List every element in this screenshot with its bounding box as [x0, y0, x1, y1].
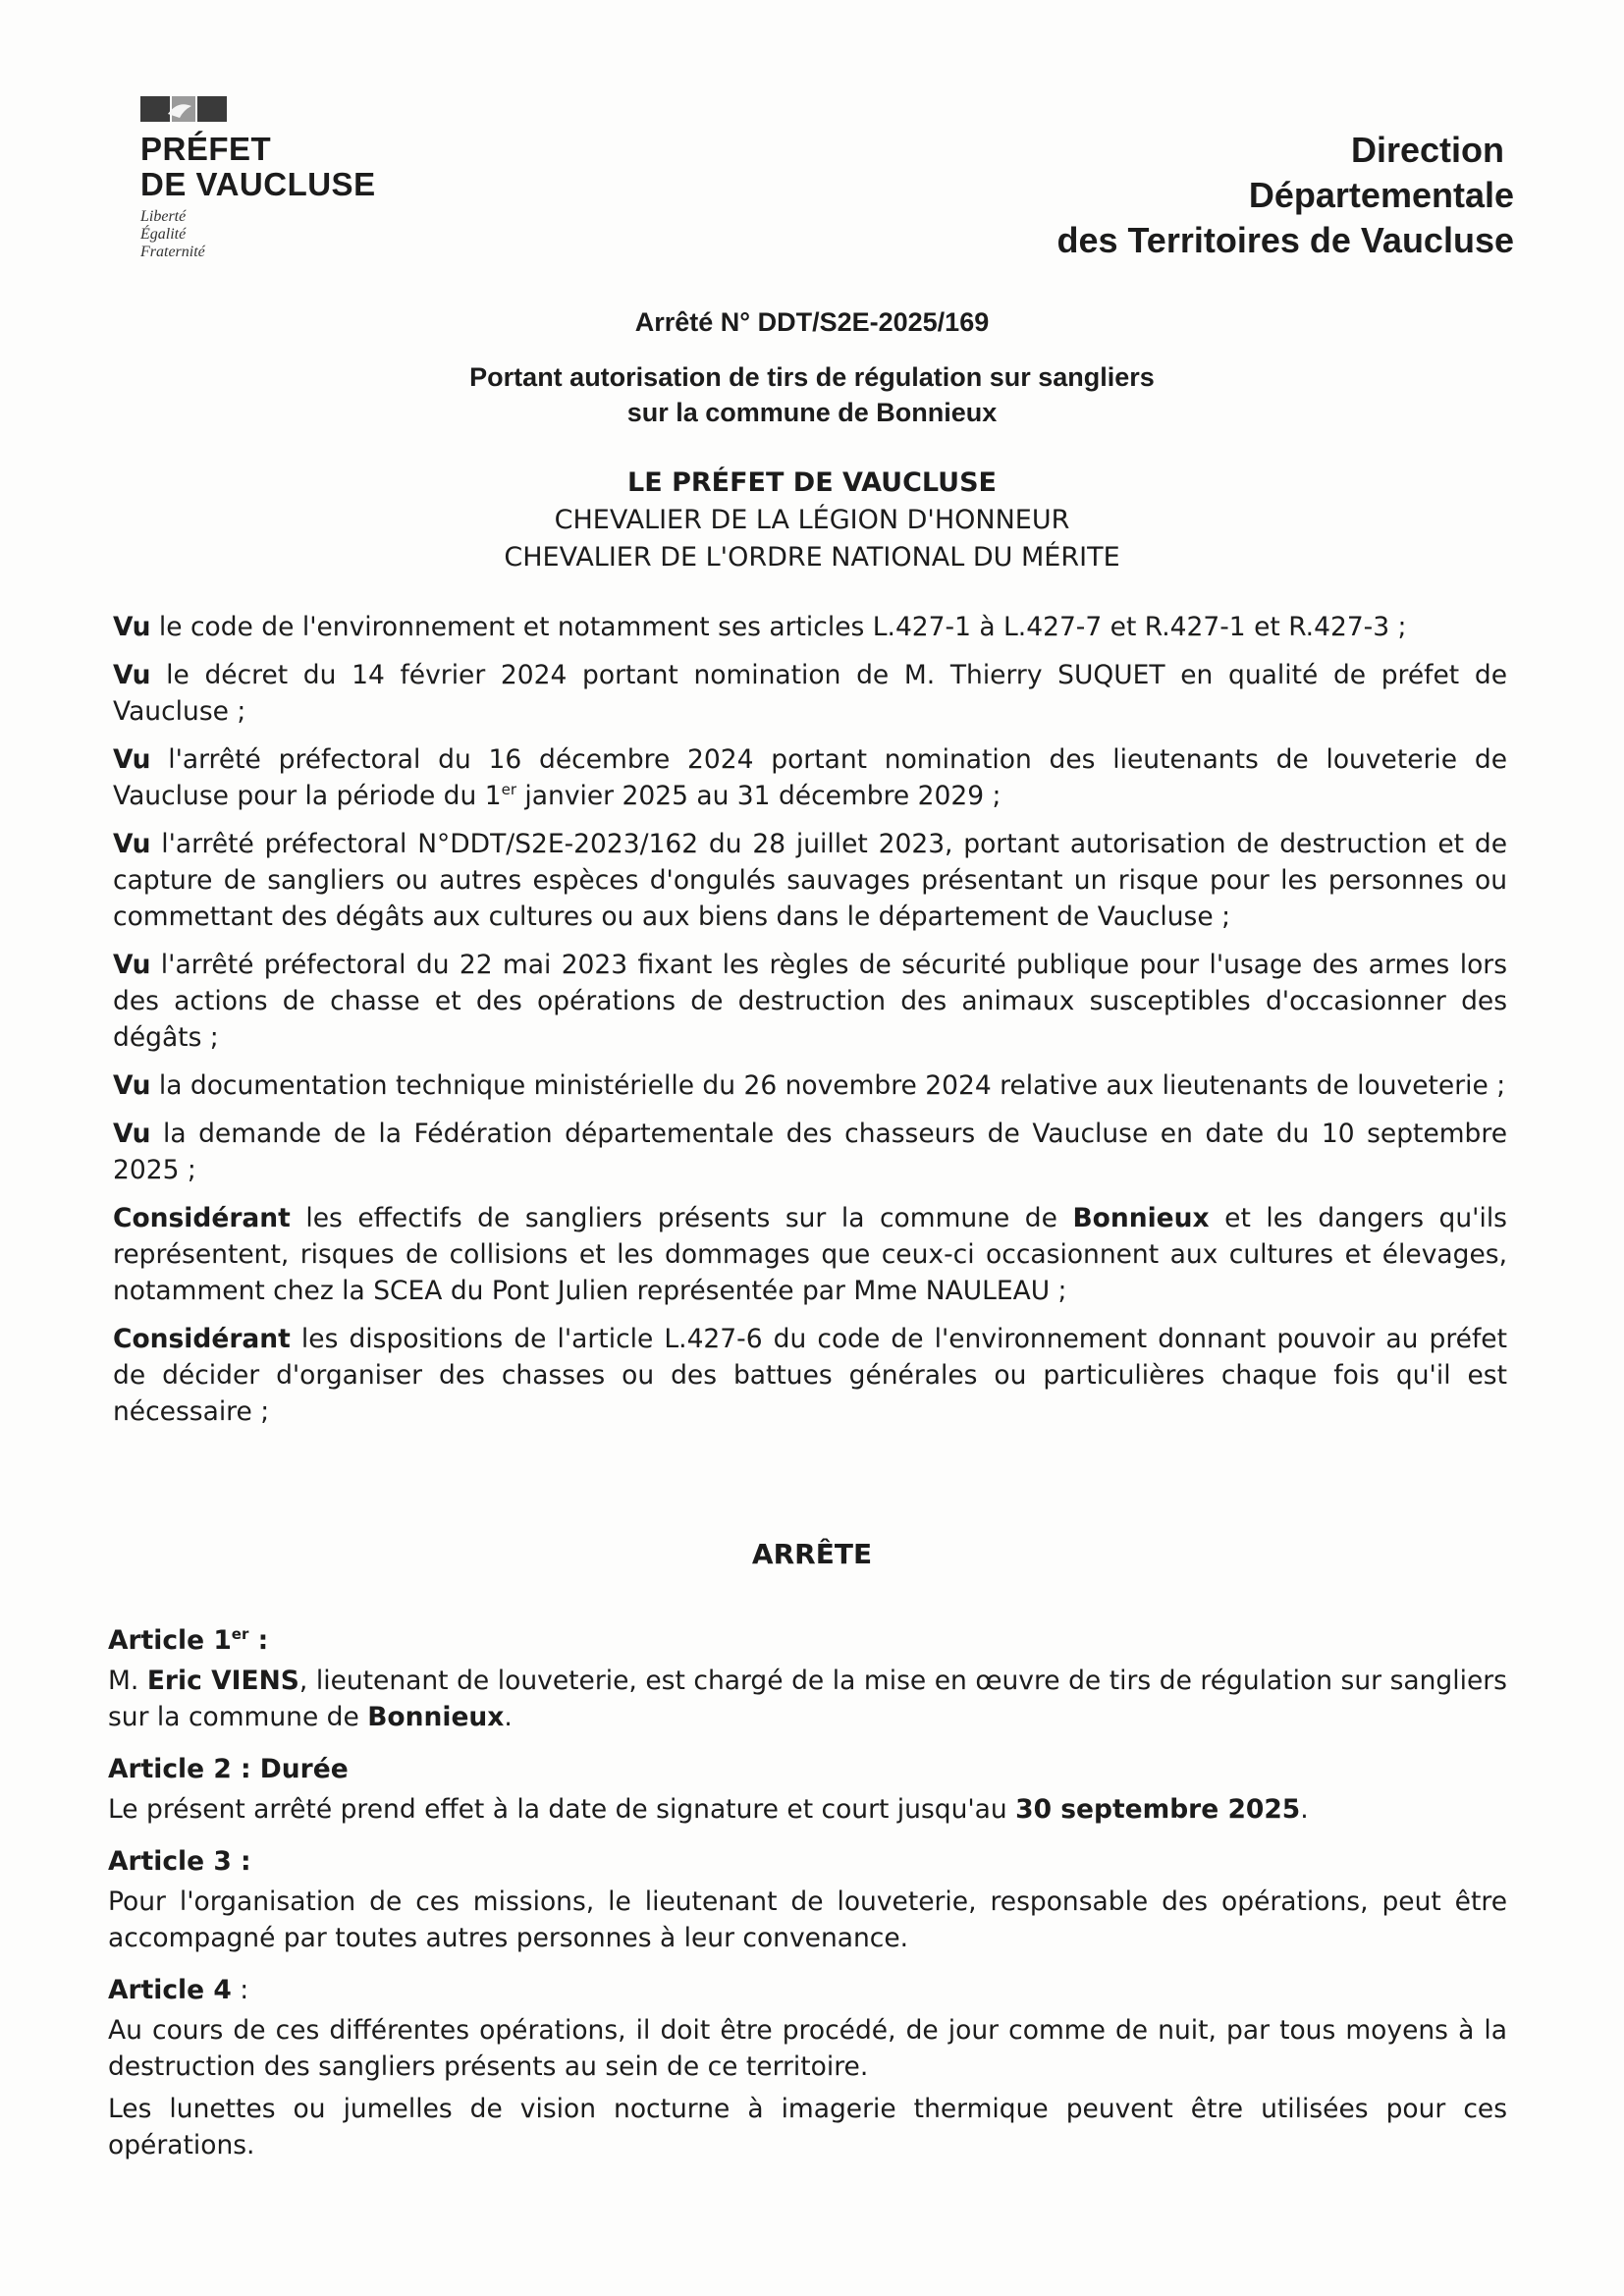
considerant-text-after: et les dangers qu'ils représentent, risques de collisions et les dommages que ceux-ci occasionnent aux cultures et élevages, notamment chez la SCEA du Pont Julien représentée par Mme NAULEAU ;: [113, 1203, 1507, 1306]
articles-section: [108, 1622, 1507, 2179]
visa-paragraph: [113, 609, 1507, 645]
arrete-subject-line2: sur la commune de Bonnieux: [626, 398, 998, 427]
direction-line2: Départementale: [1248, 175, 1514, 215]
visa-keyword: Vu: [113, 829, 151, 859]
visa-paragraph: [113, 947, 1507, 1056]
visa-paragraph: [113, 1116, 1507, 1188]
considerant-commune: Bonnieux: [1072, 1203, 1210, 1233]
visa-keyword: Vu: [113, 744, 151, 775]
article-1-commune: Bonnieux: [367, 1702, 505, 1732]
considerant-text: les dispositions de l'article L.427-6 du code de l'environnement donnant pouvoir au préfet de décider d'organiser des chasses ou des battues générales ou particulières chaque fois qu'il est nécessaire ;: [113, 1324, 1507, 1427]
article-1-text-part: M.: [108, 1666, 147, 1696]
prefet-titles: [0, 465, 1624, 576]
article-1-text-part: .: [504, 1702, 513, 1732]
prefet-name: [140, 132, 435, 202]
devise: [140, 208, 435, 261]
article-1-colon: :: [248, 1625, 269, 1656]
considerant-keyword: Considérant: [113, 1203, 291, 1233]
article-2-text: [108, 1791, 1507, 1828]
considerant-paragraph: [113, 1200, 1507, 1309]
article-1-title: [108, 1622, 1507, 1659]
louvetier-name: Eric VIENS: [146, 1666, 299, 1696]
visa-keyword: Vu: [113, 660, 151, 690]
direction-line3: des Territoires de Vaucluse: [1056, 220, 1514, 260]
article-1-text-part: , lieutenant de louveterie, est chargé de la mise en œuvre de tirs de régulation sur sangliers sur la commune de: [108, 1666, 1507, 1732]
visa-text: l'arrêté préfectoral du 16 décembre 2024 portant nomination des lieutenants de louveterie de Vaucluse pour la période du 1: [113, 744, 1507, 811]
article-1-label: Article 1: [108, 1625, 232, 1656]
article-4-colon: :: [231, 1975, 249, 2005]
prefet-name-line1: PRÉFET: [140, 131, 272, 167]
marianne-logo-icon: [140, 94, 239, 124]
article-4-text-2: Les lunettes ou jumelles de vision nocturne à imagerie thermique peuvent être utilisées pour ces opérations.: [108, 2094, 1507, 2160]
arrete-heading: ARRÊTE: [751, 1538, 873, 1570]
prefet-title-line1: LE PRÉFET DE VAUCLUSE: [627, 467, 997, 498]
visa-paragraph: [113, 741, 1507, 814]
visa-paragraph: [113, 657, 1507, 730]
article-4-title: [108, 1972, 1507, 2008]
direction-line1: Direction: [1350, 130, 1504, 170]
prefet-title-line3: CHEVALIER DE L'ORDRE NATIONAL DU MÉRITE: [504, 542, 1120, 573]
visa-text-after: janvier 2025 au 31 décembre 2029 ;: [516, 781, 1001, 811]
visa-text: l'arrêté préfectoral N°DDT/S2E-2023/162 du 28 juillet 2023, portant autorisation de destruction et de capture de sangliers ou autres espèces d'ongulés sauvages présentant un risque pour les personnes ou commettant des dégâts aux cultures ou aux biens dans le département de Vaucluse ;: [113, 829, 1507, 932]
devise-fraternite: Fraternité: [140, 244, 205, 260]
visa-text: la demande de la Fédération départementale des chasseurs de Vaucluse en date du 10 septembre 2025 ;: [113, 1119, 1507, 1185]
considerant-text: les effectifs de sangliers présents sur la commune de: [290, 1203, 1073, 1233]
visas-section: [113, 609, 1507, 1442]
prefecture-logo-block: [140, 94, 435, 261]
devise-liberte: Liberté: [140, 208, 187, 225]
visa-sup: er: [501, 781, 516, 799]
visa-keyword: Vu: [113, 1070, 151, 1101]
article-4-label: Article 4: [108, 1975, 232, 2005]
visa-text: la documentation technique ministérielle du 26 novembre 2024 relative aux lieutenants de louveterie ;: [150, 1070, 1506, 1101]
visa-keyword: Vu: [113, 950, 151, 980]
article-1-text: [108, 1663, 1507, 1735]
article-3-title: Article 3 :: [108, 1846, 251, 1877]
prefet-name-line2: DE VAUCLUSE: [140, 166, 376, 202]
prefet-title-line2: CHEVALIER DE LA LÉGION D'HONNEUR: [554, 505, 1070, 535]
considerant-keyword: Considérant: [113, 1324, 291, 1354]
visa-paragraph: [113, 1067, 1507, 1104]
article-2-text-part: .: [1300, 1794, 1309, 1825]
visa-text: le code de l'environnement et notamment ses articles L.427-1 à L.427-7 et R.427-1 et R.427-3 ;: [150, 612, 1407, 642]
arrete-subject: [0, 359, 1624, 430]
arrete-subject-line1: Portant autorisation de tirs de régulation sur sangliers: [469, 362, 1155, 392]
article-1-sup: er: [231, 1625, 249, 1644]
article-2-text-part: Le présent arrêté prend effet à la date de signature et court jusqu'au: [108, 1794, 1016, 1825]
considerant-paragraph: [113, 1321, 1507, 1430]
visa-text: le décret du 14 février 2024 portant nomination de M. Thierry SUQUET en qualité de préfet de Vaucluse ;: [113, 660, 1507, 727]
visa-paragraph: [113, 826, 1507, 935]
article-2-end-date: 30 septembre 2025: [1015, 1794, 1301, 1825]
article-2-title: Article 2 : Durée: [108, 1754, 349, 1784]
visa-keyword: Vu: [113, 1119, 151, 1149]
article-4-text-1: Au cours de ces différentes opérations, il doit être procédé, de jour comme de nuit, par tous moyens à la destruction des sangliers présents au sein de ce territoire.: [108, 2015, 1507, 2082]
direction-title: [964, 128, 1514, 263]
devise-egalite: Égalité: [140, 226, 187, 243]
arrete-number: Arrêté N° DDT/S2E-2025/169: [634, 307, 990, 337]
article-3-text: Pour l'organisation de ces missions, le lieutenant de louveterie, responsable des opérations, peut être accompagné par toutes autres personnes à leur convenance.: [108, 1886, 1507, 1953]
visa-keyword: Vu: [113, 612, 151, 642]
visa-text: l'arrêté préfectoral du 22 mai 2023 fixant les règles de sécurité publique pour l'usage des armes lors des actions de chasse et des opérations de destruction des animaux susceptibles d'occasionner des dégâts ;: [113, 950, 1507, 1053]
